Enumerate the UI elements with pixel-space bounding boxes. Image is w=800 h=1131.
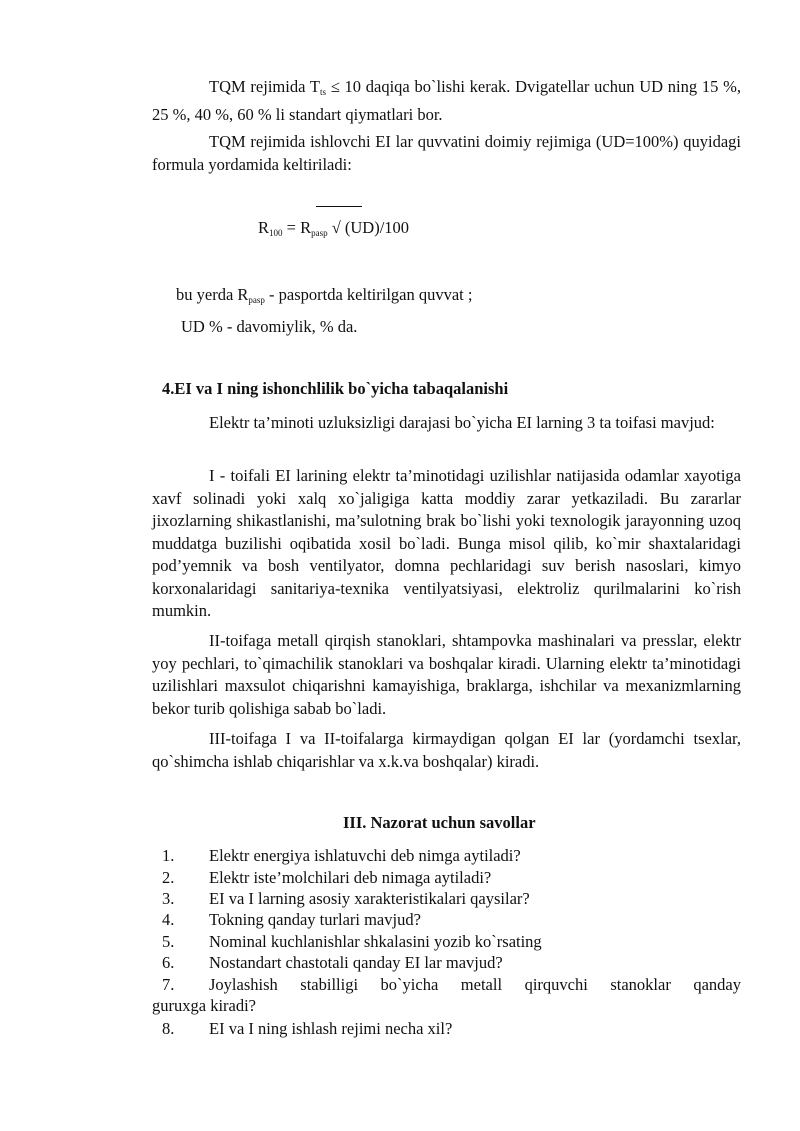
question-text: EI va I larning asosiy xarakteristikalari qaysilar? (209, 889, 530, 908)
paragraph-category-2: II-toifaga metall qirqish stanoklari, shtampovka mashinalari va presslar, elektr yoy pechlari, to`qimachilik stanoklari va boshqalar kiradi. Ularning elektr ta’minotidagi uzilishlari maxsulot chiqarishni kamayishiga, braklarga, ishchilar va mexanizmlarning bekor turib qolishiga sabab bo`ladi. (152, 631, 741, 718)
where-text-b: - pasportda keltirilgan quvvat ; (264, 285, 473, 304)
paragraph-reliability-intro: Elektr ta’minoti uzluksizligi darajasi bo`yicha EI larning 3 ta toifasi mavjud: (209, 413, 715, 432)
formula-r100 (258, 217, 409, 245)
formula-lhs-subscript: 100 (269, 228, 283, 238)
question-number: 2. (162, 868, 175, 887)
where-text-a: bu yerda R (176, 285, 249, 304)
where-line-ud: UD % - davomiylik, % da. (181, 317, 358, 336)
question-text: EI va I ning ishlash rejimi necha xil? (209, 1019, 453, 1038)
section3-heading: III. Nazorat uchun savollar (343, 813, 536, 832)
question-text: Tokning qanday turlari mavjud? (209, 910, 421, 929)
question-text: Joylashish stabilligi bo`yicha metall qirquvchi stanoklar qanday (209, 975, 741, 994)
question-text-continuation: guruxga kiradi? (152, 996, 257, 1015)
para1-text-b: ≤ 10 daqiqa bo`lishi kerak. Dvigatellar uchun UD ning 15 %, 25 %, 40 %, 60 % li standart qiymatlari bor. (152, 77, 741, 124)
question-text: Nominal kuchlanishlar shkalasini yozib ko`rsating (209, 932, 542, 951)
section4-heading: 4.EI va I ning ishonchlilik bo`yicha tabaqalanishi (162, 379, 509, 398)
paragraph-category-3: III-toifaga I va II-toifalarga kirmaydigan qolgan EI lar (yordamchi tsexlar, qo`shimcha ishlab chiqarishlar va x.k.va boshqalar) kiradi. (152, 729, 741, 771)
where-subscript: pasp (248, 295, 265, 305)
formula-root-bar (316, 206, 362, 207)
paragraph-tqm-standard-values (152, 76, 741, 126)
question-number: 7. (162, 975, 175, 994)
para1-text-a: TQM rejimida T (209, 77, 320, 96)
question-number: 8. (162, 1019, 175, 1038)
question-number: 4. (162, 910, 175, 929)
paragraph-tqm-formula-intro: TQM rejimida ishlovchi EI lar quvvatini doimiy rejimiga (UD=100%) quyidagi formula yordamida keltiriladi: (152, 132, 741, 174)
formula-lhs: R (258, 218, 270, 237)
formula-rhs: √ (UD)/100 (327, 218, 410, 237)
formula-rhs-subscript: pasp (311, 228, 328, 238)
question-text: Elektr iste’molchilari deb nimaga aytiladi? (209, 868, 492, 887)
question-text: Elektr energiya ishlatuvchi deb nimga aytiladi? (209, 846, 521, 865)
paragraph-category-1: I - toifali EI larining elektr ta’minotidagi uzilishlar natijasida odamlar xayotiga xavf solinadi yoki xalq xo`jaligiga katta moddiy zarar yetkaziladi. Bu zararlar jixozlarning shikastlanishi, ma’sulotning brak bo`lishi yoki texnologik jarayonning uzoq muddatga buzilishi oqibatida xosil bo`ladi. Bunga misol qilib, ko`mir shaxtalaridagi pod’yemnik va bosh ventilyator, domna pechlaridagi suv berish nasoslari, kimyo korxonalaridagi sanitariya-texnika ventilyatsiyasi, elektroliz qurilmalarini ko`rish mumkin. (152, 466, 741, 620)
question-number: 5. (162, 932, 175, 951)
formula-equals: = R (282, 218, 312, 237)
question-text: Nostandart chastotali qanday EI lar mavjud? (209, 953, 503, 972)
para1-subscript: ts (319, 87, 326, 97)
question-number: 6. (162, 953, 175, 972)
question-number: 3. (162, 889, 175, 908)
where-line-rpasp (176, 284, 765, 312)
question-number: 1. (162, 846, 175, 865)
